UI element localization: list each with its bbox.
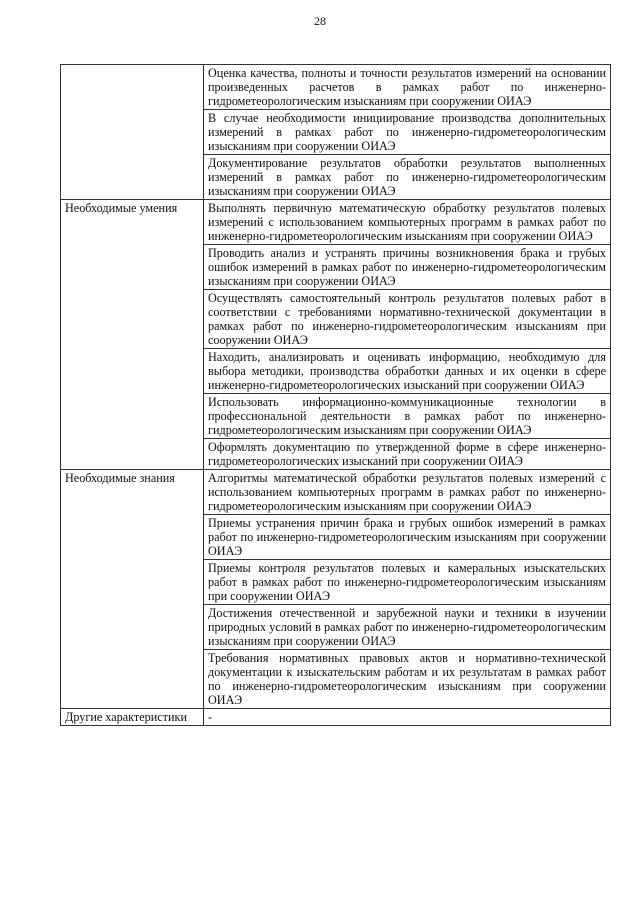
table-cell: Выполнять первичную математическую обработку результатов полевых измерений с использованием компьютерных программ в рамках работ по инженерно-гидрометеорологическим изысканиям при сооружении ОИАЭ bbox=[204, 200, 611, 245]
competency-table bbox=[60, 64, 611, 726]
row-label-knowledge: Необходимые знания bbox=[61, 470, 204, 709]
table-row bbox=[61, 65, 611, 110]
table-cell: Приемы устранения причин брака и грубых ошибок измерений в рамках работ по инженерно-гидрометеорологическим изысканиям при сооружении ОИАЭ bbox=[204, 515, 611, 560]
table-cell: Проводить анализ и устранять причины возникновения брака и грубых ошибок измерений в рамках работ по инженерно-гидрометеорологическим изысканиям при сооружении ОИАЭ bbox=[204, 245, 611, 290]
table-cell: Документирование результатов обработки результатов выполненных измерений в рамках работ по инженерно-гидрометеорологическим изысканиям при сооружении ОИАЭ bbox=[204, 155, 611, 200]
table-cell: Требования нормативных правовых актов и нормативно-технической документации к изыскательским работам и их результатам в рамках работ по инженерно-гидрометеорологическим изысканиям при сооружении ОИАЭ bbox=[204, 650, 611, 709]
table-cell: Осуществлять самостоятельный контроль результатов полевых работ в соответствии с требованиями нормативно-технической документации в рамках работ по инженерно-гидрометеорологическим изысканиям при сооружении ОИАЭ bbox=[204, 290, 611, 349]
table-cell: Оформлять документацию по утвержденной форме в сфере инженерно-гидрометеорологических изысканий при сооружении ОИАЭ bbox=[204, 439, 611, 470]
page-number: 28 bbox=[314, 14, 326, 28]
table-row bbox=[61, 470, 611, 515]
table-cell: Использовать информационно-коммуникационные технологии в профессиональной деятельности в рамках работ по инженерно-гидрометеорологическим изысканиям при сооружении ОИАЭ bbox=[204, 394, 611, 439]
table-row bbox=[61, 709, 611, 726]
table-cell: - bbox=[204, 709, 611, 726]
row-label-skills: Необходимые умения bbox=[61, 200, 204, 470]
table-cell: В случае необходимости инициирование производства дополнительных измерений в рамках работ по инженерно-гидрометеорологическим изысканиям при сооружении ОИАЭ bbox=[204, 110, 611, 155]
table-cell: Оценка качества, полноты и точности результатов измерений на основании произведенных расчетов в рамках работ по инженерно-гидрометеорологическим изысканиям при сооружении ОИАЭ bbox=[204, 65, 611, 110]
table-cell: Находить, анализировать и оценивать информацию, необходимую для выбора методики, производства обработки данных и их оценки в сфере инженерно-гидрометеорологических изысканий при сооружении ОИАЭ bbox=[204, 349, 611, 394]
table-cell: Достижения отечественной и зарубежной науки и техники в изучении природных условий в рамках работ по инженерно-гидрометеорологическим изысканиям при сооружении ОИАЭ bbox=[204, 605, 611, 650]
table-cell: Приемы контроля результатов полевых и камеральных изыскательских работ в рамках работ по инженерно-гидрометеорологическим изысканиям при сооружении ОИАЭ bbox=[204, 560, 611, 605]
row-label bbox=[61, 65, 204, 200]
table-cell: Алгоритмы математической обработки результатов полевых измерений с использованием компьютерных программ в рамках работ по инженерно-гидрометеорологическим изысканиям при сооружении ОИАЭ bbox=[204, 470, 611, 515]
table-row bbox=[61, 200, 611, 245]
row-label-other: Другие характеристики bbox=[61, 709, 204, 726]
